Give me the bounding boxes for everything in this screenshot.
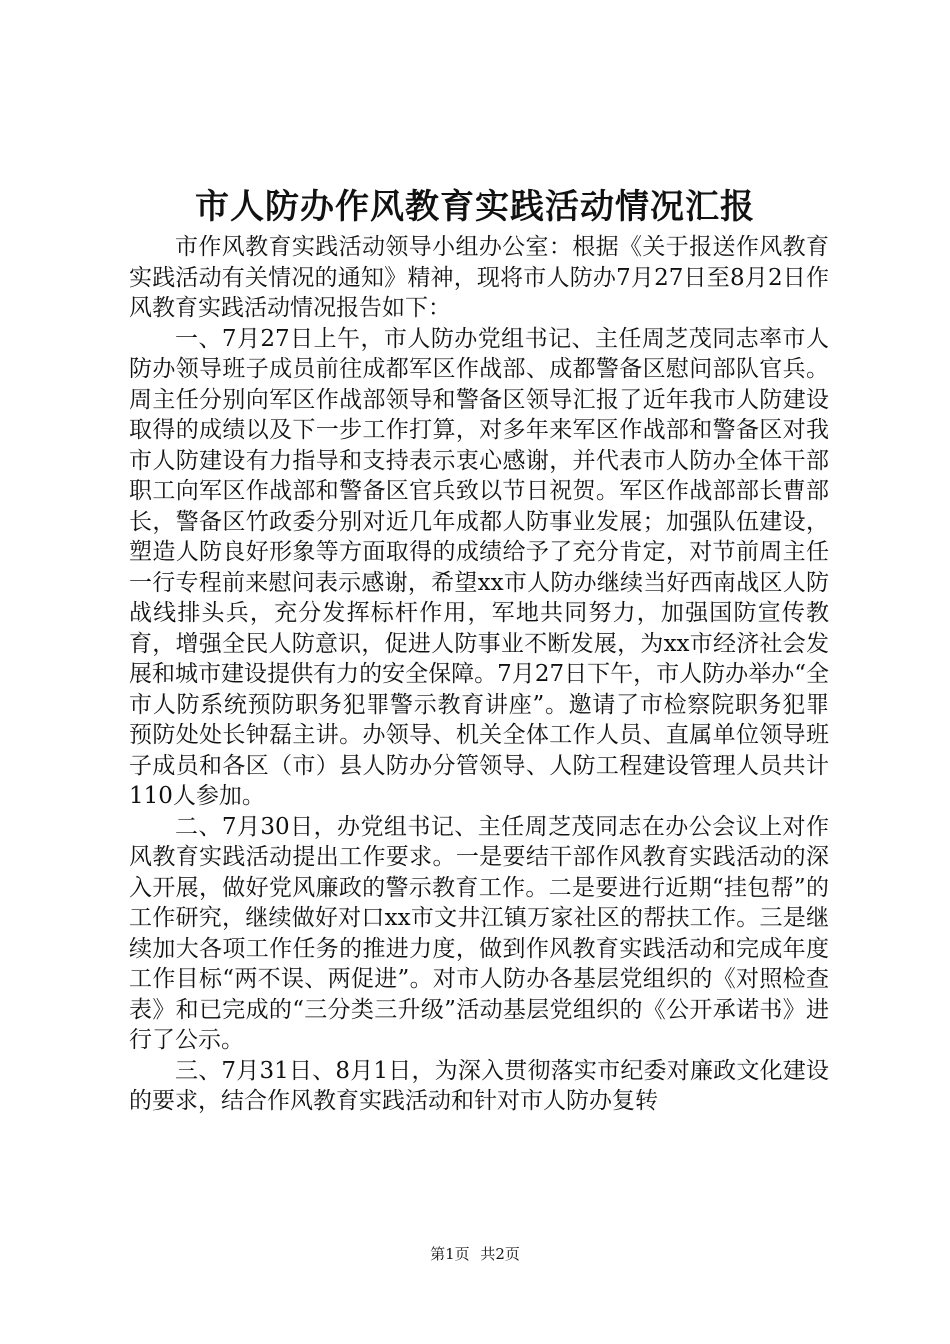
paragraph-section-one: 一、7月27日上午，市人防办党组书记、主任周芝茂同志率市人防办领导班子成员前往成都军区作战部、成都警备区慰问部队官兵。周主任分别向军区作战部领导和警备区领导汇报了近年我市人防建设取得的成绩以及下一步工作打算，对多年来军区作战部和警备区对我市人防建设有力指导和支持表示衷心感谢，并代表市人防办全体干部职工向军区作战部和警备区官兵致以节日祝贺。军区作战部部长曹部长，警备区竹政委分别对近几年成都人防事业发展；加强队伍建设，塑造人防良好形象等方面取得的成绩给予了充分肯定，对节前周主任一行专程前来慰问表示感谢，希望xx市人防办继续当好西南战区人防战线排头兵，充分发挥标杆作用，军地共同努力，加强国防宣传教育，增强全民人防意识，促进人防事业不断发展，为xx市经济社会发展和城市建设提供有力的安全保障。7月27日下午，市人防办举办“全市人防系统预防职务犯罪警示教育讲座”。邀请了市检察院职务犯罪预防处处长钟磊主讲。办领导、机关全体工作人员、直属单位领导班子成员和各区（市）县人防办分管领导、人防工程建设管理人员共计110人参加。: [129, 325, 829, 809]
paragraph-intro: 市作风教育实践活动领导小组办公室：根据《关于报送作风教育实践活动有关情况的通知》精神，现将市人防办7月27日至8月2日作风教育实践活动情况报告如下：: [129, 234, 829, 321]
document-body: [129, 232, 829, 1117]
paragraph-section-two: 二、7月30日，办党组书记、主任周芝茂同志在办公会议上对作风教育实践活动提出工作要求。一是要结干部作风教育实践活动的深入开展，做好党风廉政的警示教育工作。二是要进行近期“挂包帮”的工作研究，继续做好对口xx市文井江镇万家社区的帮扶工作。三是继续加大各项工作任务的推进力度，做到作风教育实践活动和完成年度工作目标“两不误、两促进”。对市人防办各基层党组织的《对照检查表》和已完成的“三分类三升级”活动基层党组织的《公开承诺书》进行了公示。: [129, 813, 829, 1053]
page-footer: [0, 1244, 950, 1264]
document-title: 市人防办作风教育实践活动情况汇报: [195, 187, 755, 227]
page-total: 共2页: [480, 1245, 520, 1263]
page-number: 第1页: [430, 1245, 470, 1263]
paragraph-section-three: 三、7月31日、8月1日，为深入贯彻落实市纪委对廉政文化建设的要求，结合作风教育实践活动和针对市人防办复转: [129, 1057, 829, 1114]
